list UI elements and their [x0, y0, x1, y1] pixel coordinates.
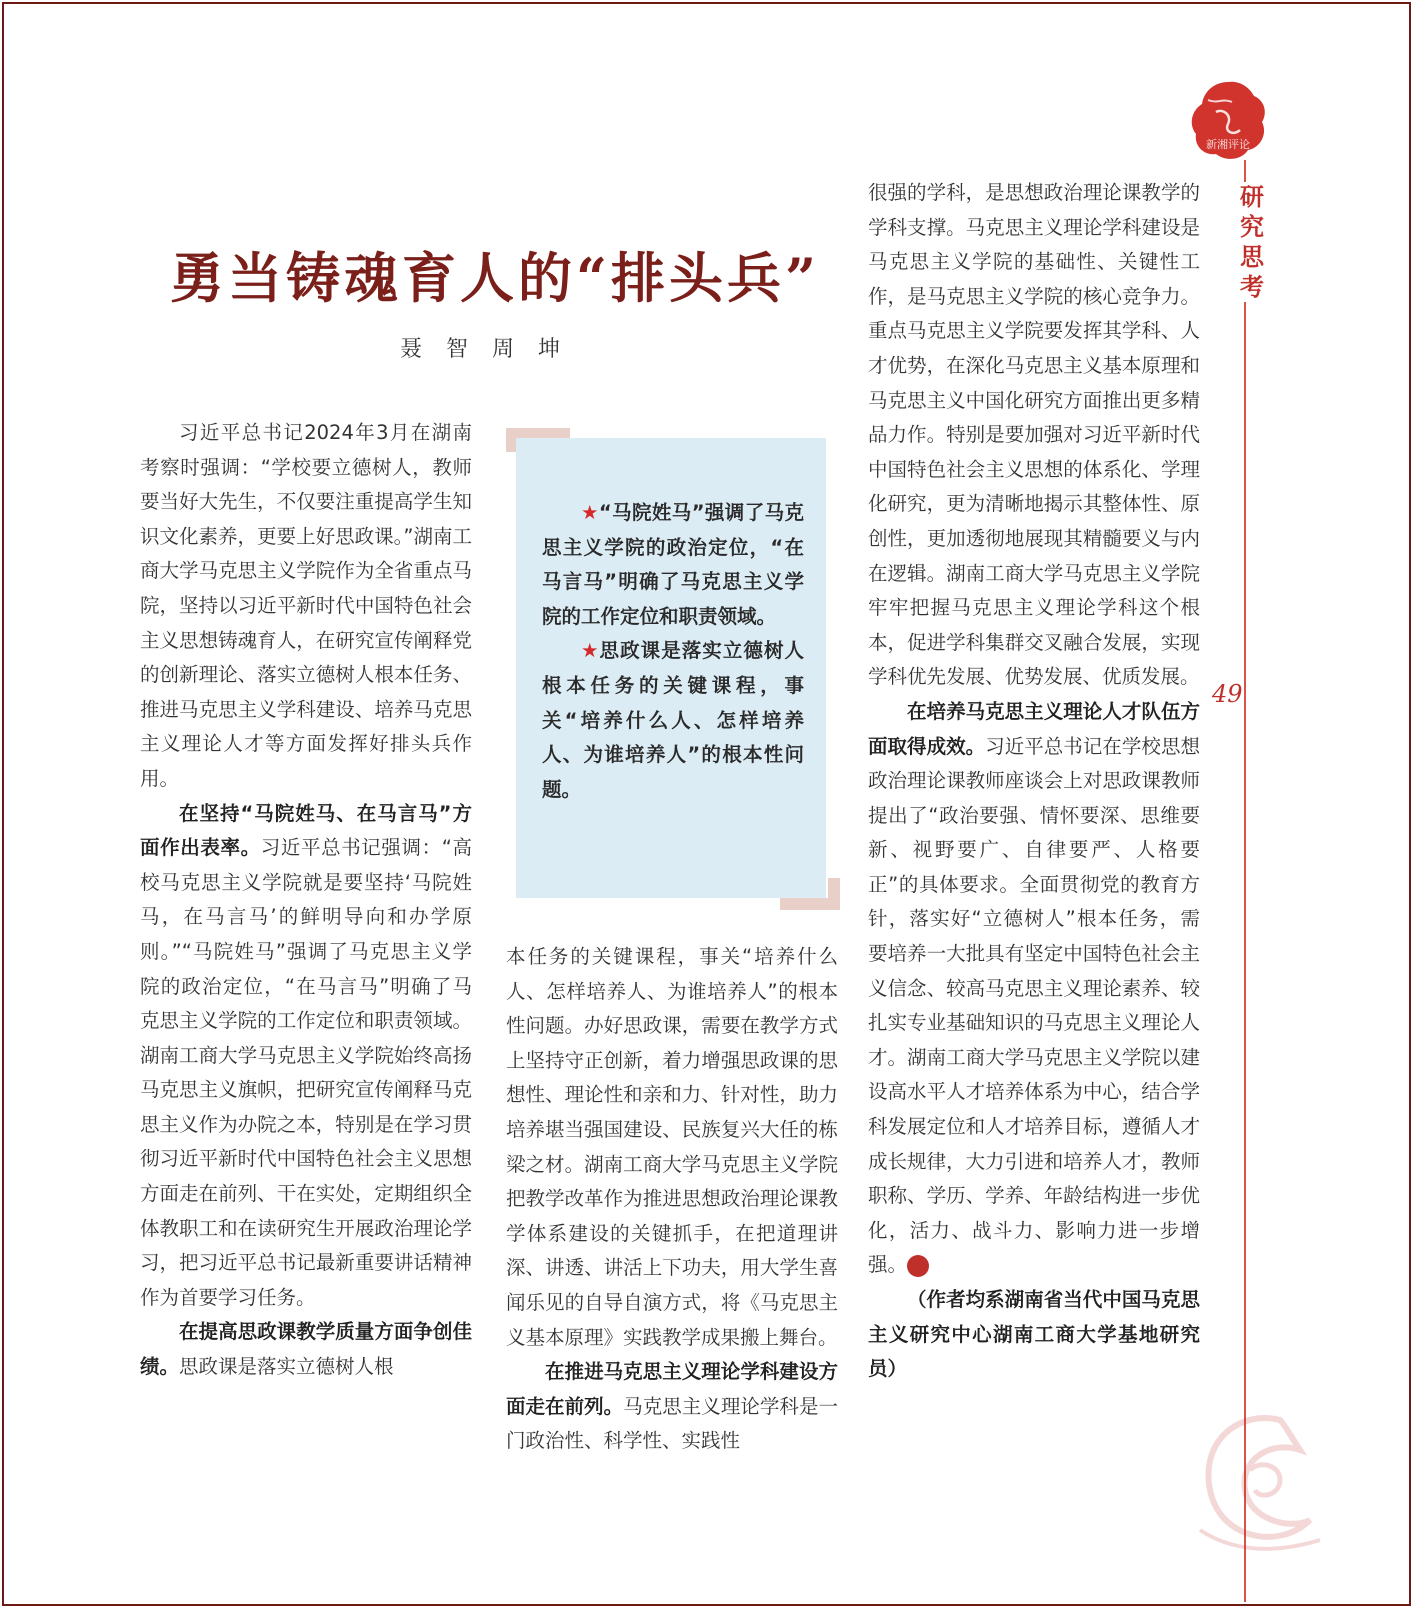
author-note: （作者均系湖南省当代中国马克思主义研究中心湖南工商大学基地研究员）: [868, 1288, 1200, 1381]
column-2: [506, 940, 838, 1459]
paragraph-body: 习近平总书记在学校思想政治理论课教师座谈会上对思政课教师提出了“政治要强、情怀要深、思维要新、视野要广、自律要严、人格要正”的具体要求。全面贯彻党的教育方针，落实好“立德树人”根本任务，需要培养一大批具有坚定中国特色社会主义信念、较高马克思主义理论素养、较扎实专业基础知识的马克思主义理论人才。湖南工商大学马克思主义学院以建设高水平人才培养体系为中心，结合学科发展定位和人才培养目标，遵循人才成长规律，大力引进和培养人才，教师职称、学历、学养、年龄结构进一步优化，活力、战斗力、影响力进一步增强。: [868, 734, 1200, 1277]
phoenix-watermark-icon: [1180, 1400, 1330, 1560]
callout-corner-decoration: [780, 898, 840, 910]
paragraph: [140, 797, 472, 1316]
pull-quote-text: “马院姓马”强调了马克思主义学院的政治定位，“在马言马”明确了马克思主义学院的工作定位和职责领域。: [542, 501, 804, 628]
paragraph-body: 马克思主义理论学科是一门政治性、科学性、实践性: [506, 1394, 838, 1453]
column-3: [868, 176, 1200, 1387]
section-tag-char: 思: [1240, 243, 1264, 271]
paragraph: [140, 1315, 472, 1384]
section-tag: [1238, 182, 1266, 302]
pull-quote-point: [542, 634, 804, 807]
column-1: [140, 416, 472, 1385]
section-heading: 在提高思政课教学质量方面争创佳绩。: [140, 1320, 472, 1379]
section-tag-char: 考: [1240, 273, 1264, 301]
paragraph-body: 思政课是落实立德树人根: [179, 1355, 394, 1379]
section-tag-char: 研: [1240, 183, 1264, 211]
paragraph-body: 习近平总书记强调：“高校马克思主义学院就是要坚持‘马院姓马，在马言马’的鲜明导向和办学原则。”“马院姓马”强调了马克思主义学院的政治定位，“在马言马”明确了马克思主义学院的工作定位和职责领域。湖南工商大学马克思主义学院始终高扬马克思主义旗帜，把研究宣传阐释马克思主义作为办院之本，特别是在学习贯彻习近平新时代中国特色社会主义思想方面走在前列、干在实处，定期组织全体教职工和在读研究生开展政治理论学习，把习近平总书记最新重要讲话精神作为首要学习任务。: [140, 836, 472, 1309]
magazine-logo: [1188, 78, 1268, 162]
pull-quote-point: [542, 496, 804, 634]
page-number: 49: [1212, 680, 1243, 708]
end-mark-icon: 湘: [907, 1255, 929, 1277]
section-heading: 在培养马克思主义理论人才队伍方面取得成效。: [868, 699, 1200, 758]
paragraph: 本任务的关键课程，事关“培养什么人、怎样培养人、为谁培养人”的根本性问题。办好思政课，需要在教学方式上坚持守正创新，着力增强思政课的思想性、理论性和亲和力、针对性，助力培养堪当强国建设、民族复兴大任的栋梁之材。湖南工商大学马克思主义学院把教学改革作为推进思想政治理论课教学体系建设的关键抓手，在把道理讲深、讲透、讲活上下功夫，用大学生喜闻乐见的自导自演方式，将《马克思主义基本原理》实践教学成果搬上舞台。: [506, 945, 838, 1349]
paragraph: [506, 1355, 838, 1459]
pull-quote-box: [516, 438, 826, 898]
star-icon: ★: [581, 639, 600, 663]
star-icon: ★: [581, 501, 599, 524]
paragraph: 习近平总书记2024年3月在湖南考察时强调：“学校要立德树人，教师要当好大先生，不仅要注重提高学生知识文化素养，更要上好思政课。”湖南工商大学马克思主义学院作为全省重点马院，坚持以习近平新时代中国特色社会主义思想铸魂育人，在研究宣传阐释党的创新理论、落实立德树人根本任务、推进马克思主义学科建设、培养马克思主义理论人才等方面发挥好排头兵作用。: [140, 421, 472, 790]
paragraph: [868, 695, 1200, 1283]
paragraph: 很强的学科，是思想政治理论课教学的学科支撑。马克思主义理论学科建设是马克思主义学院的基础性、关键性工作，是马克思主义学院的核心竞争力。重点马克思主义学院要发挥其学科、人才优势，在深化马克思主义基本原理和马克思主义中国化研究方面推出更多精品力作。特别是要加强对习近平新时代中国特色社会主义思想的体系化、学理化研究，更为清晰地揭示其整体性、原创性，更加透彻地展现其精髓要义与内在逻辑。湖南工商大学马克思主义学院牢牢把握马克思主义理论学科这个根本，促进学科集群交叉融合发展，实现学科优先发展、优势发展、优质发展。: [868, 181, 1200, 689]
logo-text: 新湘评论: [1206, 138, 1250, 151]
section-heading: 在坚持“马院姓马、在马言马”方面作出表率。: [140, 801, 472, 860]
section-tag-char: 究: [1240, 213, 1264, 241]
section-heading: 在推进马克思主义理论学科建设方面走在前列。: [506, 1360, 838, 1418]
article-title: 勇当铸魂育人的“排头兵”: [170, 246, 821, 310]
section-rule-top: [1244, 160, 1246, 182]
pull-quote-text: 思政课是落实立德树人根本任务的关键课程，事关“培养什么人、怎样培养人、为谁培养人”的根本性问题。: [542, 639, 804, 801]
article-authors: 聂智周坤: [400, 337, 585, 362]
